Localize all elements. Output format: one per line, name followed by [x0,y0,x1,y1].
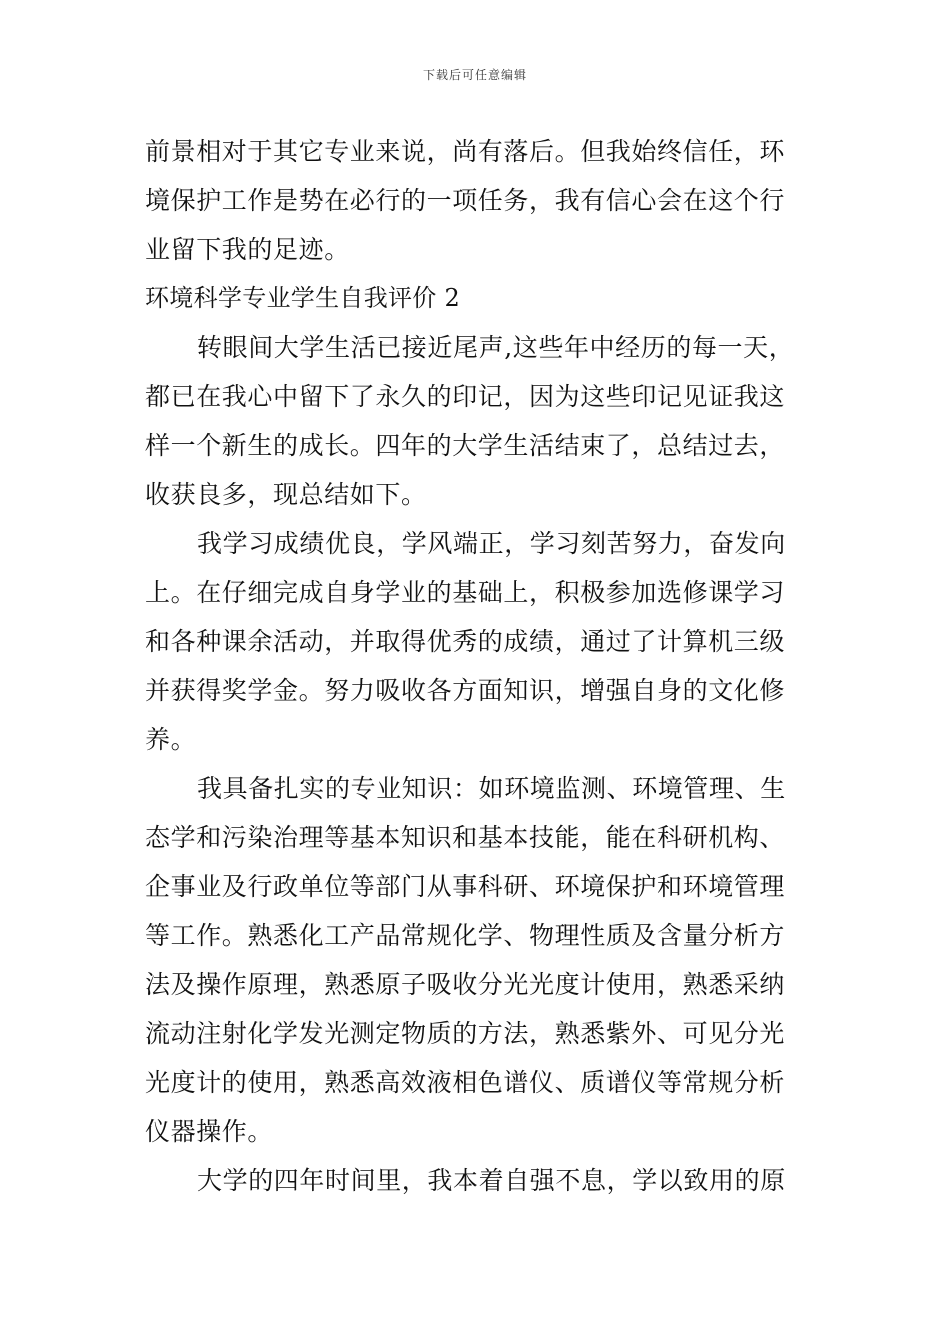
text-line: 等工作。熟悉化工产品常规化学、物理性质及含量分析方 [145,921,786,950]
text-line: 企事业及行政单位等部门从事科研、环境保护和环境管理 [145,872,786,901]
text-line: 并获得奖学金。努力吸收各方面知识，增强自身的文化修 [145,676,786,705]
text-line: 和各种课余活动，并取得优秀的成绩，通过了计算机三级 [145,627,786,656]
text-line: 大学的四年时间里，我本着自强不息，学以致用的原 [197,1166,786,1195]
text-line: 法及操作原理，熟悉原子吸收分光光度计使用，熟悉采纳 [145,970,786,999]
text-line: 我具备扎实的专业知识：如环境监测、环境管理、生 [197,774,786,803]
text-line: 流动注射化学发光测定物质的方法，熟悉紫外、可见分光 [145,1019,786,1048]
text-line: 仪器操作。 [145,1117,274,1146]
text-line: 境保护工作是势在必行的一项任务，我有信心会在这个行 [145,186,786,215]
text-line: 转眼间大学生活已接近尾声,这些年中经历的每一天， [197,333,795,362]
text-line: 收获良多，现总结如下。 [145,480,427,509]
text-line: 都已在我心中留下了永久的印记，因为这些印记见证我这 [145,382,786,411]
text-line: 上。在仔细完成自身学业的基础上，积极参加选修课学习 [145,578,786,607]
text-line: 养。 [145,725,197,754]
text-line: 业留下我的足迹。 [145,235,350,264]
page-header-note: 下载后可任意编辑 [422,68,527,82]
text-line: 光度计的使用，熟悉高效液相色谱仪、质谱仪等常规分析 [145,1068,786,1097]
document-body [145,127,805,1205]
section-heading: 环境科学专业学生自我评价 2 [145,284,461,312]
text-line: 样一个新生的成长。四年的大学生活结束了，总结过去， [145,431,786,460]
text-line: 我学习成绩优良，学风端正，学习刻苦努力，奋发向 [197,529,786,558]
text-line: 态学和污染治理等基本知识和基本技能，能在科研机构、 [145,823,786,852]
text-line: 前景相对于其它专业来说，尚有落后。但我始终信任，环 [145,137,786,166]
